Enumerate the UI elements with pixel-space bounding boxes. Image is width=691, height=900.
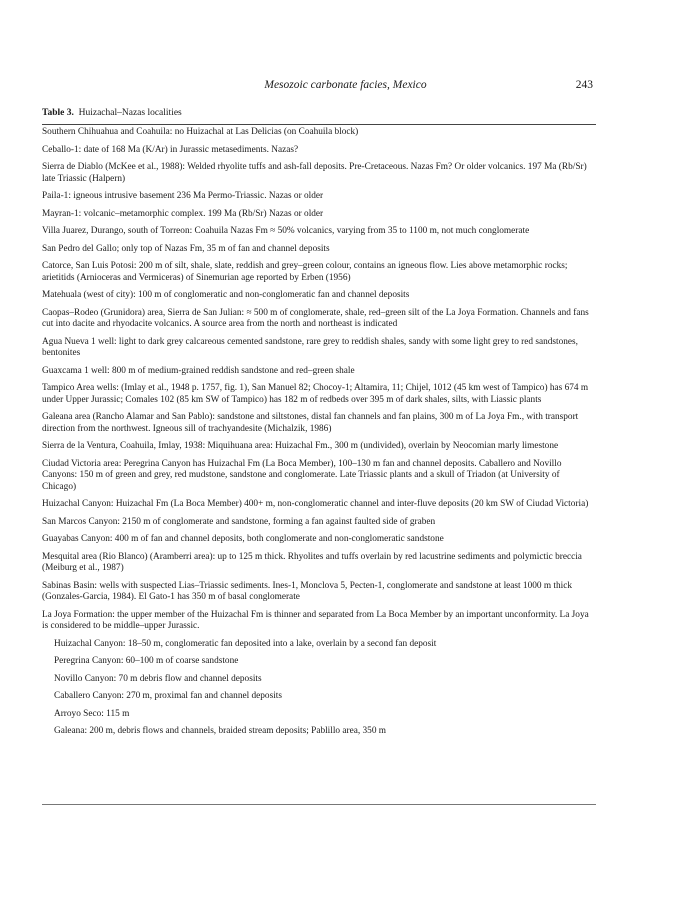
table-entry: La Joya Formation: the upper member of the Huizachal Fm is thinner and separated from La Boca Member by an important unconformity. La Joya is considered to be middle–upper Jurassic.: [42, 609, 589, 631]
table-entry: Southern Chihuahua and Coahuila: no Huizachal at Las Delicias (on Coahuila block): [42, 127, 359, 137]
table-label: Table 3.: [42, 108, 74, 118]
table-entry: Ceballo-1: date of 168 Ma (K/Ar) in Jurassic metasediments. Nazas?: [42, 144, 299, 155]
table-top-rule: [42, 124, 596, 125]
table-entry: Guaxcama 1 well: 800 m of medium-grained reddish sandstone and red–green shale: [42, 365, 355, 376]
table-body: [42, 127, 594, 738]
table-entry: San Marcos Canyon: 2150 m of conglomerate and sandstone, forming a fan against faulted side of graben: [42, 516, 436, 527]
table-entry: Catorce, San Luis Potosi: 200 m of silt, shale, slate, reddish and grey–green colour, contains an igneous flow. Lies above metamorphic rocks; arietitids (Arnioceras and Vermiceras) of Sinemurian age reported by Erben (1956): [42, 261, 568, 283]
table-entry: Mayran-1: volcanic–metamorphic complex. 199 Ma (Rb/Sr) Nazas or older: [42, 208, 324, 219]
running-title: Mesozoic carbonate facies, Mexico: [264, 79, 427, 91]
table-entry: Villa Juarez, Durango, south of Torreon: Coahuila Nazas Fm ≈ 50% volcanics, varying from 35 to 1100 m, not much conglomerate: [42, 226, 530, 236]
table-sub-entry: Huizachal Canyon: 18–50 m, conglomeratic fan deposited into a lake, overlain by a second fan deposit: [54, 638, 437, 649]
table-entry: Sierra de Diablo (McKee et al., 1988): Welded rhyolite tuffs and ash-fall deposits. Pre-Cretaceous. Nazas Fm? Or older volcanics. 197 Ma (Rb/Sr) late Triassic (Halpern): [42, 162, 587, 184]
table-entry: Ciudad Victoria area: Peregrina Canyon has Huizachal Fm (La Boca Member), 100–130 m fan and channel deposits. Caballero and Novillo Canyons: 150 m of green and grey, red mudstone, sandstone and conglomerate. Late Triassic plants and a skull of Triadon (at University of Chicago): [42, 458, 562, 492]
table-sub-entry: Arroyo Seco: 115 m: [54, 708, 130, 719]
table-sub-entry: Novillo Canyon: 70 m debris flow and channel deposits: [54, 673, 262, 684]
table-sub-entry: Galeana: 200 m, debris flows and channels, braided stream deposits; Pablillo area, 350 m: [54, 726, 387, 736]
table-entry: Agua Nueva 1 well: light to dark grey calcareous cemented sandstone, rare grey to reddish shales, sandy with some light grey to red sandstones, bentonites: [42, 336, 578, 358]
table-sub-entry: Caballero Canyon: 270 m, proximal fan and channel deposits: [54, 691, 282, 701]
table-entry: Mesquital area (Rio Blanco) (Aramberri area): up to 125 m thick. Rhyolites and tuffs overlain by red lacustrine sediments and polymictic breccia (Meiburg et al., 1987): [42, 551, 582, 573]
table-entry: Huizachal Canyon: Huizachal Fm (La Boca Member) 400+ m, non-conglomeratic channel and inter-fluve deposits (20 km SW of Ciudad Victoria): [42, 499, 589, 509]
running-head: [0, 78, 691, 94]
table-title: Huizachal–Nazas localities: [78, 108, 182, 118]
table-caption: [42, 107, 182, 119]
table-entry: San Pedro del Gallo; only top of Nazas Fm, 35 m of fan and channel deposits: [42, 243, 330, 254]
table-entry: Paila-1: igneous intrusive basement 236 Ma Permo-Triassic. Nazas or older: [42, 191, 324, 201]
table-sub-entry: Peregrina Canyon: 60–100 m of coarse sandstone: [54, 656, 239, 666]
table-bottom-rule: [42, 804, 596, 805]
table-entry: Sabinas Basin: wells with suspected Lias–Triassic sediments. Ines-1, Monclova 5, Pecten-1, conglomerate and sandstone at least 1000 m thick (Gonzales-Garcia, 1984). El Gato-1 has 350 m of basal conglomerate: [42, 580, 572, 602]
table-entry: Matehuala (west of city): 100 m of conglomeratic and non-conglomeratic fan and channel deposits: [42, 290, 410, 300]
table-entry: Guayabas Canyon: 400 m of fan and channel deposits, both conglomerate and non-conglomeratic sandstone: [42, 534, 444, 544]
page-number: 243: [575, 79, 593, 91]
table-entry: Sierra de la Ventura, Coahuila, Imlay, 1938: Miquihuana area: Huizachal Fm., 300 m (undivided), overlain by Neocomian marly limestone: [42, 441, 559, 451]
table-entry: Tampico Area wells: (Imlay et al., 1948 p. 1757, fig. 1), San Manuel 82; Chocoy-1; Altamira, 11; Chijel, 1012 (45 km west of Tampico) has 674 m under Upper Jurassic; Comales 102 (85 km SW of Tampico) has 182 m of redbeds over 395 m of dark shales, silts, with Liassic plants: [42, 383, 589, 405]
table-entry: Caopas–Rodeo (Grunidora) area, Sierra de San Julian: ≈ 500 m of conglomerate, shale, red–green silt of the La Joya Formation. Channels and fans cut into dacite and rhyodacite volcanics. A source area from the north and northeast is indicated: [42, 307, 589, 329]
table-entry: Galeana area (Rancho Alamar and San Pablo): sandstone and siltstones, distal fan channels and fan plains, 300 m of La Joya Fm., with transport direction from the northwest. Igneous sill of trachyandesite (Michalzik, 1986): [42, 412, 579, 434]
